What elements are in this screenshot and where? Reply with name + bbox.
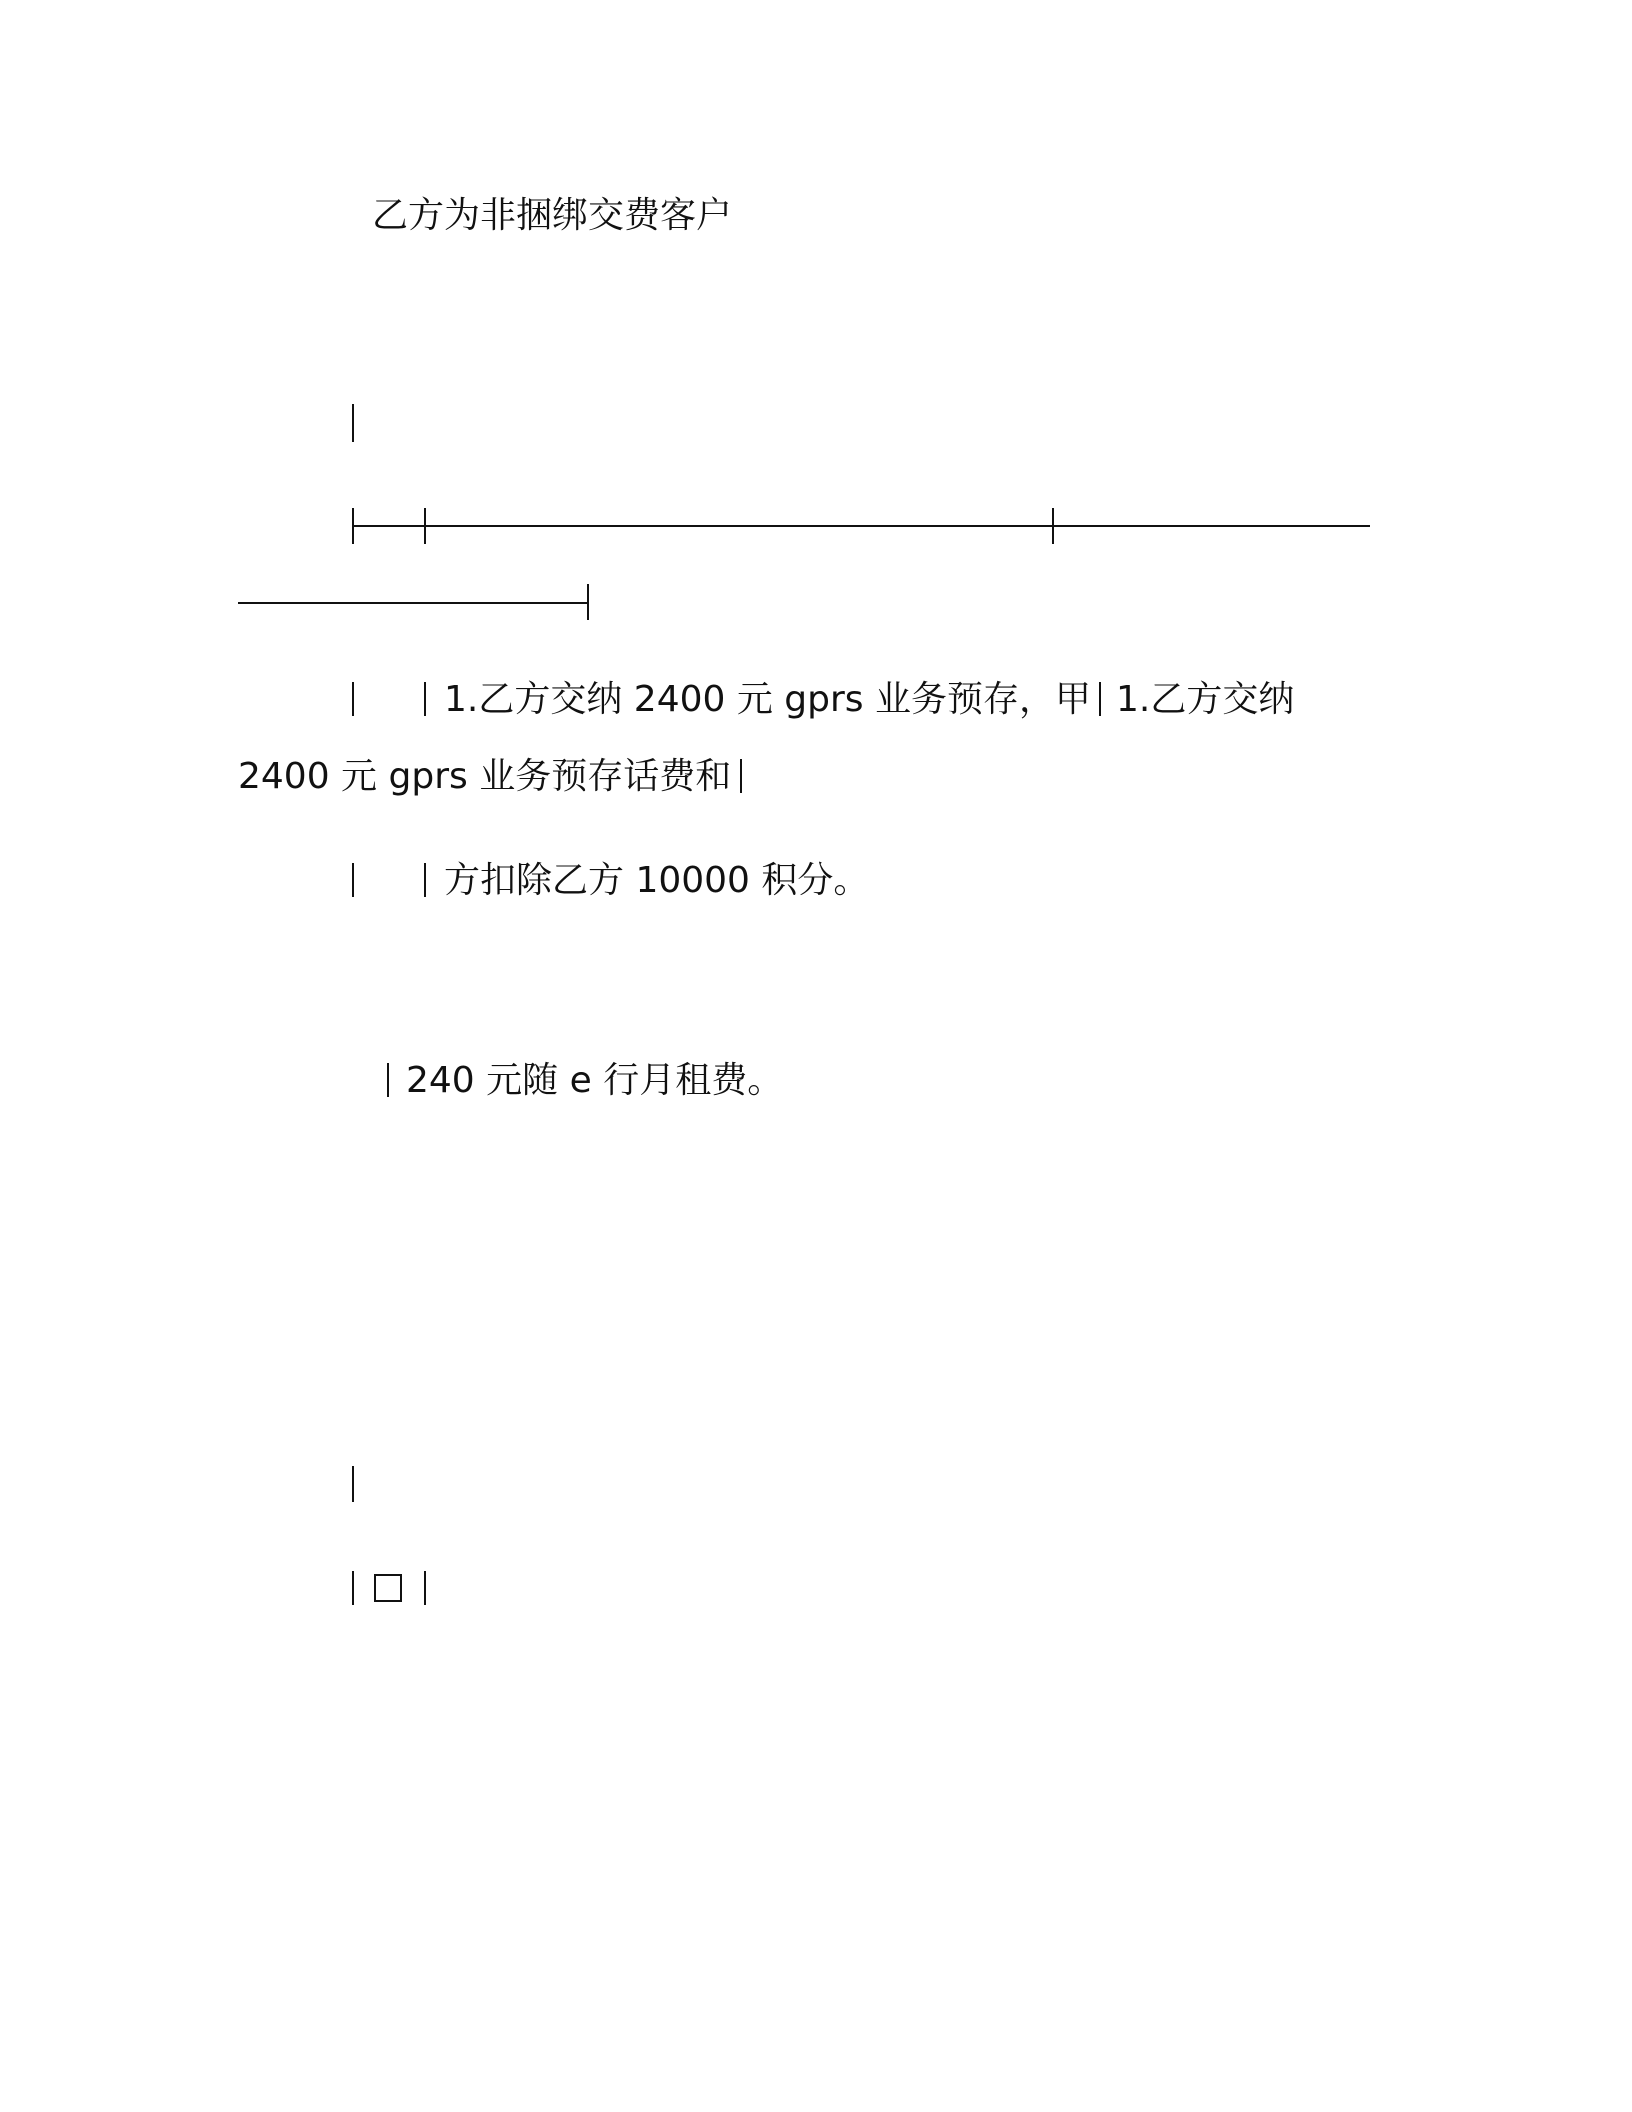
checkbox[interactable] <box>374 1574 402 1602</box>
table-cell-border <box>424 1571 426 1605</box>
table-top-rule-continued <box>238 602 588 604</box>
table-rule-tick <box>1052 508 1054 544</box>
table-cell-border <box>424 863 426 897</box>
table-cell-border <box>352 863 354 897</box>
table-cell-border <box>740 759 742 793</box>
section-heading: 乙方为非捆绑交费客户 <box>372 195 733 236</box>
table-cell-text: 1.乙方交纳 2400 元 gprs 业务预存，甲 <box>444 679 1091 720</box>
table-cell-text: 方扣除乙方 10000 积分。 <box>444 860 870 901</box>
table-border-fragment <box>352 1466 354 1502</box>
table-rule-tick <box>587 584 589 620</box>
table-cell-text: 240 元随 e 行月租费。 <box>406 1060 784 1101</box>
table-rule-tick <box>424 508 426 544</box>
table-cell-text: 1.乙方交纳 <box>1116 679 1295 720</box>
table-cell-border <box>352 1571 354 1605</box>
table-top-rule <box>352 525 1370 527</box>
table-cell-border <box>387 1063 389 1097</box>
table-cell-border <box>424 682 426 716</box>
table-border-fragment <box>352 404 354 442</box>
table-cell-text-continued: 2400 元 gprs 业务预存话费和 <box>238 756 732 797</box>
table-cell-border <box>352 682 354 716</box>
table-rule-tick <box>352 508 354 544</box>
table-cell-border <box>1099 682 1101 716</box>
